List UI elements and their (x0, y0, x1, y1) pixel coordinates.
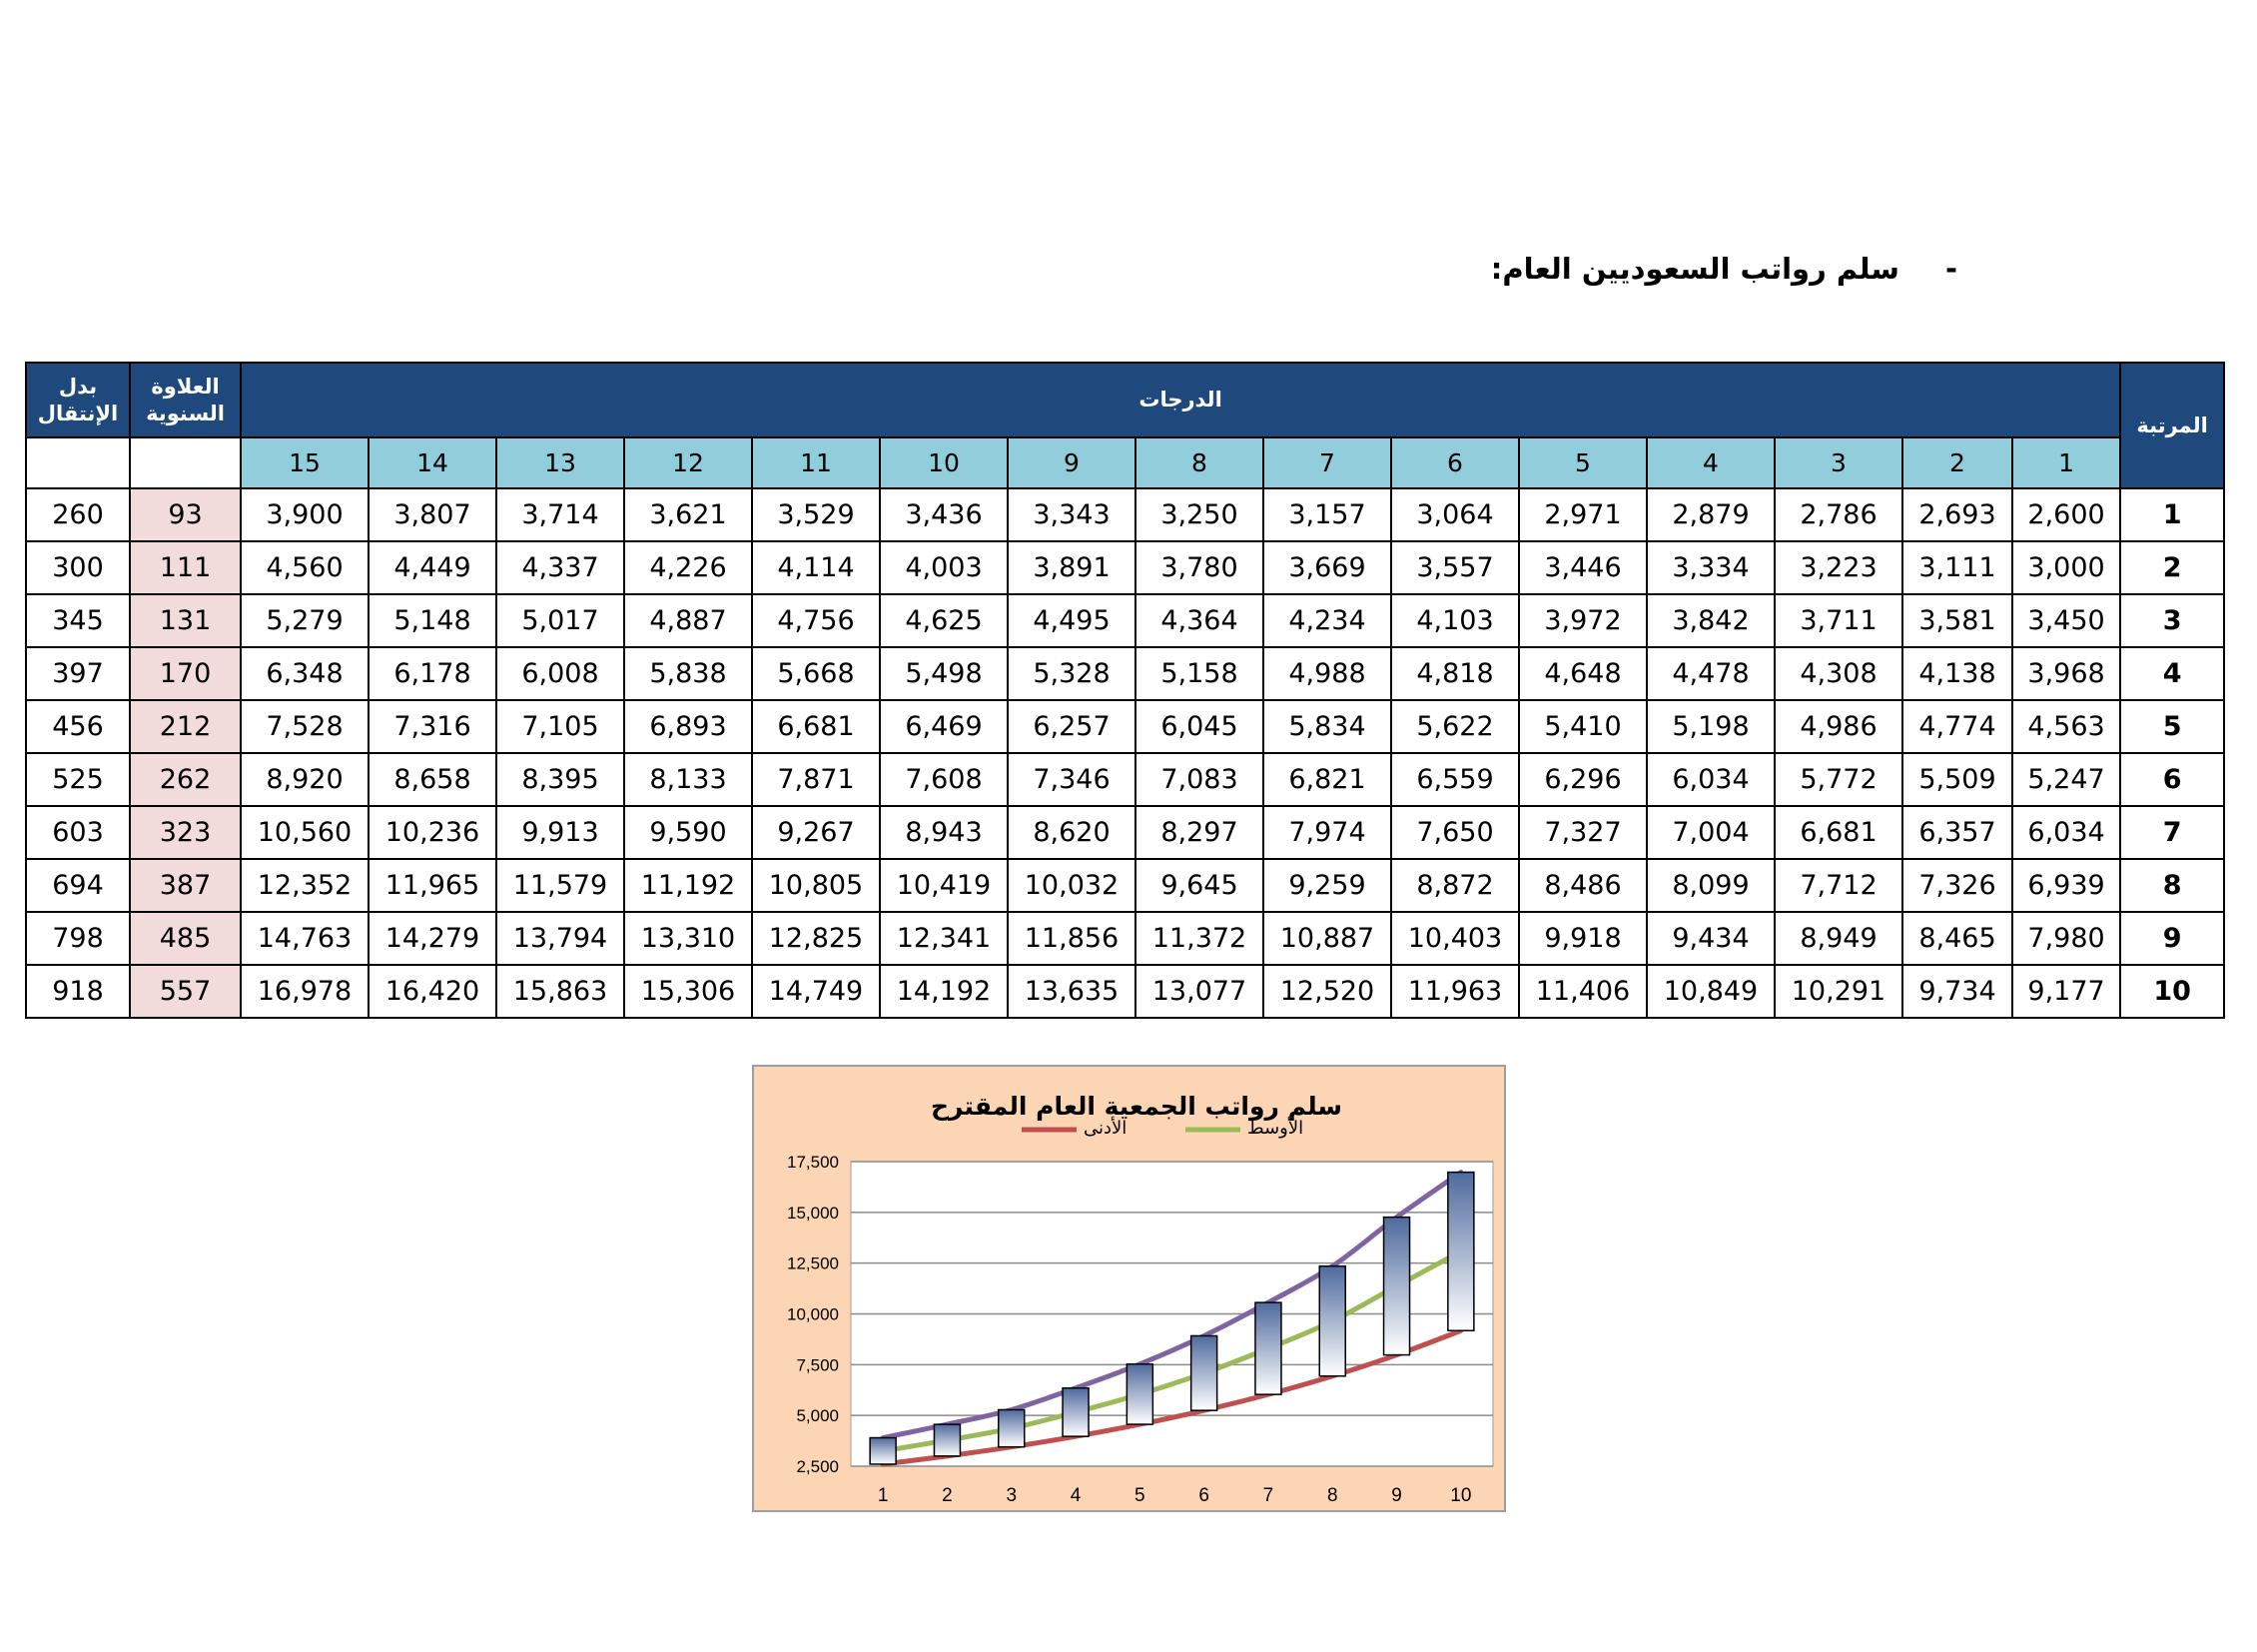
salary-cell: 4,625 (880, 594, 1008, 647)
y-tick-label: 7,500 (796, 1355, 839, 1375)
grade-header-4: 4 (1647, 437, 1775, 488)
salary-cell: 6,178 (369, 647, 496, 700)
salary-cell: 3,780 (1135, 541, 1263, 594)
x-tick-label: 7 (1262, 1485, 1274, 1506)
salary-cell: 11,579 (496, 859, 624, 912)
salary-cell: 9,259 (1263, 859, 1391, 912)
salary-cell: 2,879 (1647, 488, 1775, 541)
transport-allowance-cell: 525 (26, 753, 130, 806)
salary-cell: 3,807 (369, 488, 496, 541)
rank-cell: 7 (2120, 806, 2224, 859)
salary-cell: 13,635 (1008, 965, 1135, 1018)
chart-title: سلم رواتب الجمعية العام المقترح (930, 1092, 1343, 1121)
salary-cell: 6,045 (1135, 700, 1263, 753)
salary-cell: 7,650 (1391, 806, 1519, 859)
annual-raise-cell: 212 (130, 700, 241, 753)
salary-cell: 3,669 (1263, 541, 1391, 594)
salary-cell: 7,346 (1008, 753, 1135, 806)
salary-cell: 5,410 (1519, 700, 1647, 753)
legend-label-1: الأوسط (1247, 1118, 1304, 1139)
salary-cell: 7,004 (1647, 806, 1775, 859)
y-tick-label: 17,500 (787, 1153, 839, 1172)
salary-cell: 6,469 (880, 700, 1008, 753)
salary-cell: 3,842 (1647, 594, 1775, 647)
salary-cell: 2,971 (1519, 488, 1647, 541)
salary-cell: 9,267 (752, 806, 880, 859)
heading-text: سلم رواتب السعوديين العام: (1490, 252, 1899, 286)
salary-cell: 3,529 (752, 488, 880, 541)
salary-cell: 4,103 (1391, 594, 1519, 647)
salary-cell: 10,419 (880, 859, 1008, 912)
grade-header-13: 13 (496, 437, 624, 488)
range-bar (1191, 1335, 1217, 1410)
salary-cell: 8,949 (1775, 912, 1902, 965)
salary-cell: 5,838 (624, 647, 752, 700)
y-tick-label: 5,000 (796, 1406, 839, 1426)
grade-header-5: 5 (1519, 437, 1647, 488)
salary-cell: 11,963 (1391, 965, 1519, 1018)
salary-cell: 7,712 (1775, 859, 1902, 912)
range-bar (1063, 1388, 1089, 1436)
salary-cell: 7,608 (880, 753, 1008, 806)
salary-cell: 3,900 (241, 488, 369, 541)
range-bar (1384, 1218, 1410, 1355)
salary-cell: 13,310 (624, 912, 752, 965)
rank-header: المرتبة (2120, 363, 2224, 488)
salary-cell: 8,395 (496, 753, 624, 806)
grade-header-3: 3 (1775, 437, 1902, 488)
grade-header-10: 10 (880, 437, 1008, 488)
blank-header-cell (130, 437, 241, 488)
salary-cell: 4,756 (752, 594, 880, 647)
grade-header-1: 1 (2012, 437, 2120, 488)
x-tick-label: 4 (1070, 1485, 1082, 1506)
annual-raise-cell: 323 (130, 806, 241, 859)
annual-raise-cell: 387 (130, 859, 241, 912)
salary-cell: 5,498 (880, 647, 1008, 700)
rank-cell: 1 (2120, 488, 2224, 541)
salary-cell: 3,972 (1519, 594, 1647, 647)
y-tick-label: 2,500 (796, 1457, 839, 1476)
salary-cell: 4,818 (1391, 647, 1519, 700)
range-bar (1448, 1173, 1474, 1331)
salary-cell: 9,177 (2012, 965, 2120, 1018)
salary-cell: 11,372 (1135, 912, 1263, 965)
salary-cell: 3,621 (624, 488, 752, 541)
salary-cell: 5,328 (1008, 647, 1135, 700)
salary-cell: 4,478 (1647, 647, 1775, 700)
grade-header-14: 14 (369, 437, 496, 488)
salary-cell: 3,581 (1902, 594, 2012, 647)
grade-header-7: 7 (1263, 437, 1391, 488)
salary-cell: 12,341 (880, 912, 1008, 965)
salary-cell: 12,825 (752, 912, 880, 965)
x-tick-label: 6 (1198, 1485, 1209, 1506)
rank-cell: 10 (2120, 965, 2224, 1018)
table-row (26, 488, 2224, 541)
rank-cell: 4 (2120, 647, 2224, 700)
salary-cell: 3,891 (1008, 541, 1135, 594)
salary-cell: 9,734 (1902, 965, 2012, 1018)
salary-cell: 6,559 (1391, 753, 1519, 806)
salary-cell: 8,872 (1391, 859, 1519, 912)
salary-cell: 4,114 (752, 541, 880, 594)
salary-cell: 6,939 (2012, 859, 2120, 912)
rank-cell: 9 (2120, 912, 2224, 965)
salary-cell: 8,486 (1519, 859, 1647, 912)
salary-cell: 10,403 (1391, 912, 1519, 965)
salary-cell: 4,449 (369, 541, 496, 594)
grade-header-12: 12 (624, 437, 752, 488)
salary-cell: 11,406 (1519, 965, 1647, 1018)
salary-cell: 8,465 (1902, 912, 2012, 965)
salary-cell: 3,064 (1391, 488, 1519, 541)
salary-cell: 3,000 (2012, 541, 2120, 594)
salary-cell: 6,821 (1263, 753, 1391, 806)
salary-cell: 15,306 (624, 965, 752, 1018)
salary-cell: 4,988 (1263, 647, 1391, 700)
salary-cell: 6,348 (241, 647, 369, 700)
salary-cell: 8,658 (369, 753, 496, 806)
annual-raise-cell: 262 (130, 753, 241, 806)
salary-chart (752, 1065, 1506, 1512)
annual-raise-header: العلاوة السنوية (130, 363, 241, 437)
salary-cell: 7,316 (369, 700, 496, 753)
salary-cell: 7,326 (1902, 859, 2012, 912)
transport-allowance-cell: 798 (26, 912, 130, 965)
salary-cell: 3,334 (1647, 541, 1775, 594)
table-row (26, 965, 2224, 1018)
transport-allowance-cell: 345 (26, 594, 130, 647)
rank-cell: 3 (2120, 594, 2224, 647)
annual-raise-cell: 170 (130, 647, 241, 700)
salary-cell: 7,871 (752, 753, 880, 806)
grade-header-8: 8 (1135, 437, 1263, 488)
salary-cell: 4,364 (1135, 594, 1263, 647)
salary-cell: 16,978 (241, 965, 369, 1018)
salary-cell: 2,693 (1902, 488, 2012, 541)
heading-dash: - (1944, 252, 1957, 286)
salary-cell: 4,648 (1519, 647, 1647, 700)
salary-cell: 6,681 (1775, 806, 1902, 859)
salary-cell: 3,111 (1902, 541, 2012, 594)
salary-cell: 3,223 (1775, 541, 1902, 594)
salary-cell: 11,856 (1008, 912, 1135, 965)
salary-cell: 7,327 (1519, 806, 1647, 859)
document-heading (1491, 252, 1957, 286)
salary-cell: 4,138 (1902, 647, 2012, 700)
salary-cell: 12,352 (241, 859, 369, 912)
annual-raise-cell: 557 (130, 965, 241, 1018)
salary-cell: 3,250 (1135, 488, 1263, 541)
transport-allowance-cell: 694 (26, 859, 130, 912)
y-tick-label: 15,000 (787, 1203, 839, 1223)
y-tick-label: 10,000 (787, 1304, 839, 1324)
x-tick-label: 3 (1006, 1485, 1018, 1506)
range-bar (1319, 1266, 1345, 1376)
salary-cell: 4,563 (2012, 700, 2120, 753)
salary-cell: 5,668 (752, 647, 880, 700)
salary-cell: 4,560 (241, 541, 369, 594)
rank-cell: 8 (2120, 859, 2224, 912)
salary-cell: 5,198 (1647, 700, 1775, 753)
rank-cell: 6 (2120, 753, 2224, 806)
salary-cell: 6,034 (2012, 806, 2120, 859)
salary-cell: 5,017 (496, 594, 624, 647)
salary-cell: 4,986 (1775, 700, 1902, 753)
salary-cell: 7,528 (241, 700, 369, 753)
y-tick-label: 12,500 (787, 1253, 839, 1273)
chart-canvas (754, 1067, 1504, 1510)
salary-cell: 11,965 (369, 859, 496, 912)
salary-cell: 4,337 (496, 541, 624, 594)
salary-cell: 4,887 (624, 594, 752, 647)
salary-cell: 4,003 (880, 541, 1008, 594)
x-tick-label: 8 (1326, 1485, 1338, 1506)
salary-cell: 8,920 (241, 753, 369, 806)
transport-allowance-cell: 603 (26, 806, 130, 859)
grade-header-6: 6 (1391, 437, 1519, 488)
blank-header-cell (26, 437, 130, 488)
salary-cell: 14,279 (369, 912, 496, 965)
transport-allowance-cell: 300 (26, 541, 130, 594)
salary-cell: 2,600 (2012, 488, 2120, 541)
salary-cell: 5,772 (1775, 753, 1902, 806)
salary-cell: 11,192 (624, 859, 752, 912)
range-bar (934, 1424, 960, 1456)
salary-cell: 4,495 (1008, 594, 1135, 647)
salary-cell: 6,357 (1902, 806, 2012, 859)
grade-header-11: 11 (752, 437, 880, 488)
transport-allowance-cell: 260 (26, 488, 130, 541)
salary-cell: 8,943 (880, 806, 1008, 859)
salary-cell: 9,913 (496, 806, 624, 859)
grade-header-15: 15 (241, 437, 369, 488)
table-row (26, 806, 2224, 859)
rank-cell: 5 (2120, 700, 2224, 753)
salary-cell: 8,620 (1008, 806, 1135, 859)
salary-cell: 7,105 (496, 700, 624, 753)
salary-cell: 3,157 (1263, 488, 1391, 541)
salary-cell: 4,226 (624, 541, 752, 594)
salary-cell: 6,893 (624, 700, 752, 753)
salary-cell: 7,980 (2012, 912, 2120, 965)
salary-cell: 6,681 (752, 700, 880, 753)
table-row (26, 700, 2224, 753)
transport-allowance-cell: 456 (26, 700, 130, 753)
salary-cell: 8,099 (1647, 859, 1775, 912)
rank-cell: 2 (2120, 541, 2224, 594)
table-row (26, 859, 2224, 912)
salary-cell: 6,008 (496, 647, 624, 700)
x-tick-label: 10 (1450, 1485, 1472, 1506)
salary-cell: 14,192 (880, 965, 1008, 1018)
salary-cell: 10,560 (241, 806, 369, 859)
salary-cell: 4,774 (1902, 700, 2012, 753)
range-bar (1255, 1302, 1281, 1394)
salary-cell: 3,968 (2012, 647, 2120, 700)
salary-cell: 3,343 (1008, 488, 1135, 541)
salary-cell: 8,297 (1135, 806, 1263, 859)
salary-cell: 10,291 (1775, 965, 1902, 1018)
table-row (26, 647, 2224, 700)
salary-cell: 12,520 (1263, 965, 1391, 1018)
salary-cell: 5,509 (1902, 753, 2012, 806)
transport-allowance-cell: 918 (26, 965, 130, 1018)
salary-cell: 10,805 (752, 859, 880, 912)
annual-raise-cell: 93 (130, 488, 241, 541)
grade-header-2: 2 (1902, 437, 2012, 488)
salary-cell: 16,420 (369, 965, 496, 1018)
salary-cell: 14,763 (241, 912, 369, 965)
salary-cell: 3,711 (1775, 594, 1902, 647)
table-row (26, 594, 2224, 647)
salary-cell: 2,786 (1775, 488, 1902, 541)
grades-header: الدرجات (241, 363, 2120, 437)
salary-cell: 3,557 (1391, 541, 1519, 594)
salary-cell: 5,247 (2012, 753, 2120, 806)
annual-raise-cell: 485 (130, 912, 241, 965)
salary-cell: 9,434 (1647, 912, 1775, 965)
range-bar (999, 1409, 1025, 1446)
salary-cell: 9,590 (624, 806, 752, 859)
grade-header-9: 9 (1008, 437, 1135, 488)
range-bar (1127, 1364, 1152, 1424)
salary-cell: 6,034 (1647, 753, 1775, 806)
salary-cell: 3,436 (880, 488, 1008, 541)
salary-cell: 7,974 (1263, 806, 1391, 859)
annual-raise-cell: 111 (130, 541, 241, 594)
table-row (26, 541, 2224, 594)
salary-cell: 14,749 (752, 965, 880, 1018)
x-tick-label: 5 (1134, 1485, 1145, 1506)
salary-cell: 13,794 (496, 912, 624, 965)
salary-cell: 3,714 (496, 488, 624, 541)
x-tick-label: 9 (1391, 1485, 1402, 1506)
legend-label-0: الأدنى (1084, 1118, 1128, 1139)
transport-allowance-header: بدل الإنتقال (26, 363, 130, 437)
salary-cell: 10,887 (1263, 912, 1391, 965)
salary-cell: 10,236 (369, 806, 496, 859)
range-bar (870, 1438, 896, 1464)
salary-cell: 9,645 (1135, 859, 1263, 912)
salary-cell: 4,234 (1263, 594, 1391, 647)
salary-cell: 13,077 (1135, 965, 1263, 1018)
table-row (26, 912, 2224, 965)
salary-cell: 9,918 (1519, 912, 1647, 965)
salary-cell: 5,834 (1263, 700, 1391, 753)
salary-cell: 5,148 (369, 594, 496, 647)
salary-cell: 15,863 (496, 965, 624, 1018)
transport-allowance-cell: 397 (26, 647, 130, 700)
salary-cell: 10,849 (1647, 965, 1775, 1018)
salary-cell: 5,279 (241, 594, 369, 647)
table-row (26, 753, 2224, 806)
x-tick-label: 1 (877, 1485, 889, 1506)
annual-raise-cell: 131 (130, 594, 241, 647)
salary-cell: 4,308 (1775, 647, 1902, 700)
salary-cell: 6,257 (1008, 700, 1135, 753)
salary-cell: 5,158 (1135, 647, 1263, 700)
salary-scale-table (25, 362, 2225, 1019)
x-tick-label: 2 (942, 1485, 953, 1506)
salary-cell: 10,032 (1008, 859, 1135, 912)
salary-cell: 8,133 (624, 753, 752, 806)
salary-cell: 3,450 (2012, 594, 2120, 647)
salary-cell: 5,622 (1391, 700, 1519, 753)
salary-cell: 6,296 (1519, 753, 1647, 806)
salary-cell: 7,083 (1135, 753, 1263, 806)
salary-cell: 3,446 (1519, 541, 1647, 594)
